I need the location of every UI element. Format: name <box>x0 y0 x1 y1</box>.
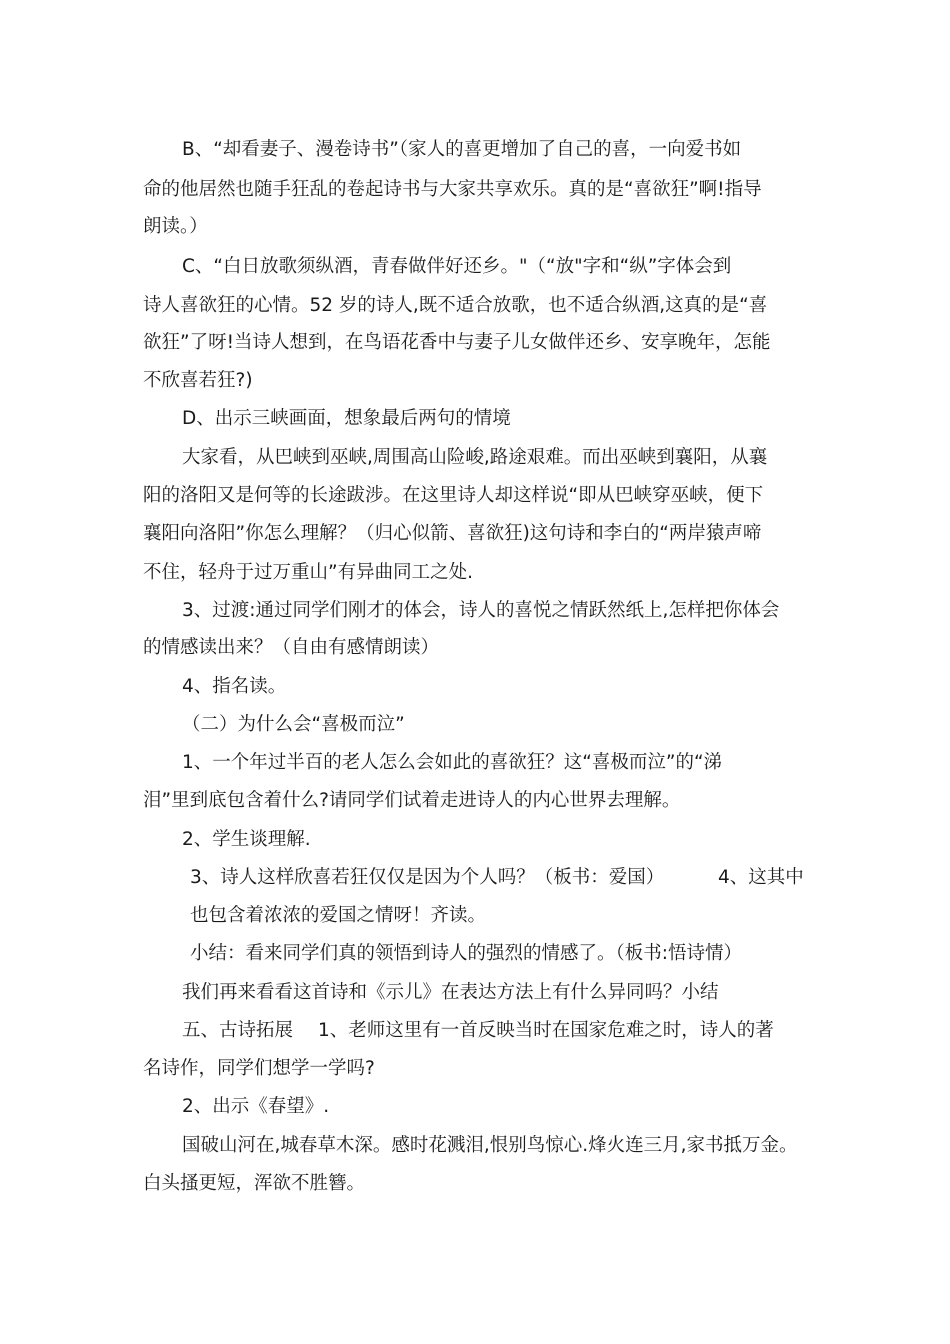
text-line: 3、诗人这样欣喜若狂仅仅是因为个人吗？（板书：爱国） <box>190 867 665 888</box>
text-line: 朗读。） <box>143 216 208 237</box>
text-line: C、“白日放歌须纵酒，青春做伴好还乡。"（“放"字和“纵”字体会到 <box>182 256 732 277</box>
text-line: 4、指名读。 <box>182 676 287 697</box>
text-line: 命的他居然也随手狂乱的卷起诗书与大家共享欢乐。真的是“喜欲狂”啊!指导 <box>143 179 762 200</box>
text-line: 大家看，从巴峡到巫峡,周围高山险峻,路途艰难。而出巫峡到襄阳，从襄 <box>182 447 768 468</box>
poem-line: 国破山河在,城春草木深。感时花溅泪,恨别鸟惊心.烽火连三月,家书抵万金。 <box>182 1135 798 1156</box>
poem-line: 白头搔更短，浑欲不胜簪。 <box>143 1173 366 1194</box>
text-line: D、出示三峡画面，想象最后两句的情境 <box>182 408 511 429</box>
text-line: 小结：看来同学们真的领悟到诗人的强烈的情感了。（板书:悟诗情） <box>190 943 742 964</box>
text-line: 不住，轻舟于过万重山”有异曲同工之处. <box>143 562 473 583</box>
text-line: 我们再来看看这首诗和《示儿》在表达方法上有什么异同吗？小结 <box>182 982 719 1003</box>
text-line: B、“却看妻子、漫卷诗书”（家人的喜更增加了自己的喜，一向爱书如 <box>182 139 742 160</box>
text-line: 泪”里到底包含着什么?请同学们试着走进诗人的内心世界去理解。 <box>143 790 681 811</box>
text-line: 不欣喜若狂?) <box>143 370 253 391</box>
text-line: 的情感读出来？（自由有感情朗读） <box>143 637 440 658</box>
text-line: 3、过渡:通过同学们刚才的体会，诗人的喜悦之情跃然纸上,怎样把你体会 <box>182 600 780 621</box>
text-line: 1、老师这里有一首反映当时在国家危难之时，诗人的著 <box>318 1020 774 1041</box>
text-line: 诗人喜欲狂的心情。52 岁的诗人,既不适合放歌，也不适合纵酒,这真的是“喜 <box>143 295 768 316</box>
text-line: 2、出示《春望》. <box>182 1096 330 1117</box>
section-heading: （二）为什么会“喜极而泣” <box>182 714 405 735</box>
text-line: 也包含着浓浓的爱国之情呀！齐读。 <box>190 905 487 926</box>
text-line: 1、一个年过半百的老人怎么会如此的喜欲狂？这“喜极而泣”的“涕 <box>182 752 723 773</box>
text-line: 名诗作，同学们想学一学吗? <box>143 1058 375 1079</box>
text-line: 欲狂”了呀!当诗人想到，在鸟语花香中与妻子儿女做伴还乡、安享晚年，怎能 <box>143 332 771 353</box>
text-line: 襄阳向洛阳”你怎么理解？（归心似箭、喜欲狂)这句诗和李白的“两岸猿声啼 <box>143 523 762 544</box>
section-heading: 五、古诗拓展 <box>182 1020 294 1041</box>
text-line: 2、学生谈理解. <box>182 829 311 850</box>
text-line: 4、这其中 <box>718 867 804 888</box>
text-line: 阳的洛阳又是何等的长途跋涉。在这里诗人却这样说“即从巴峡穿巫峡，便下 <box>143 485 764 506</box>
